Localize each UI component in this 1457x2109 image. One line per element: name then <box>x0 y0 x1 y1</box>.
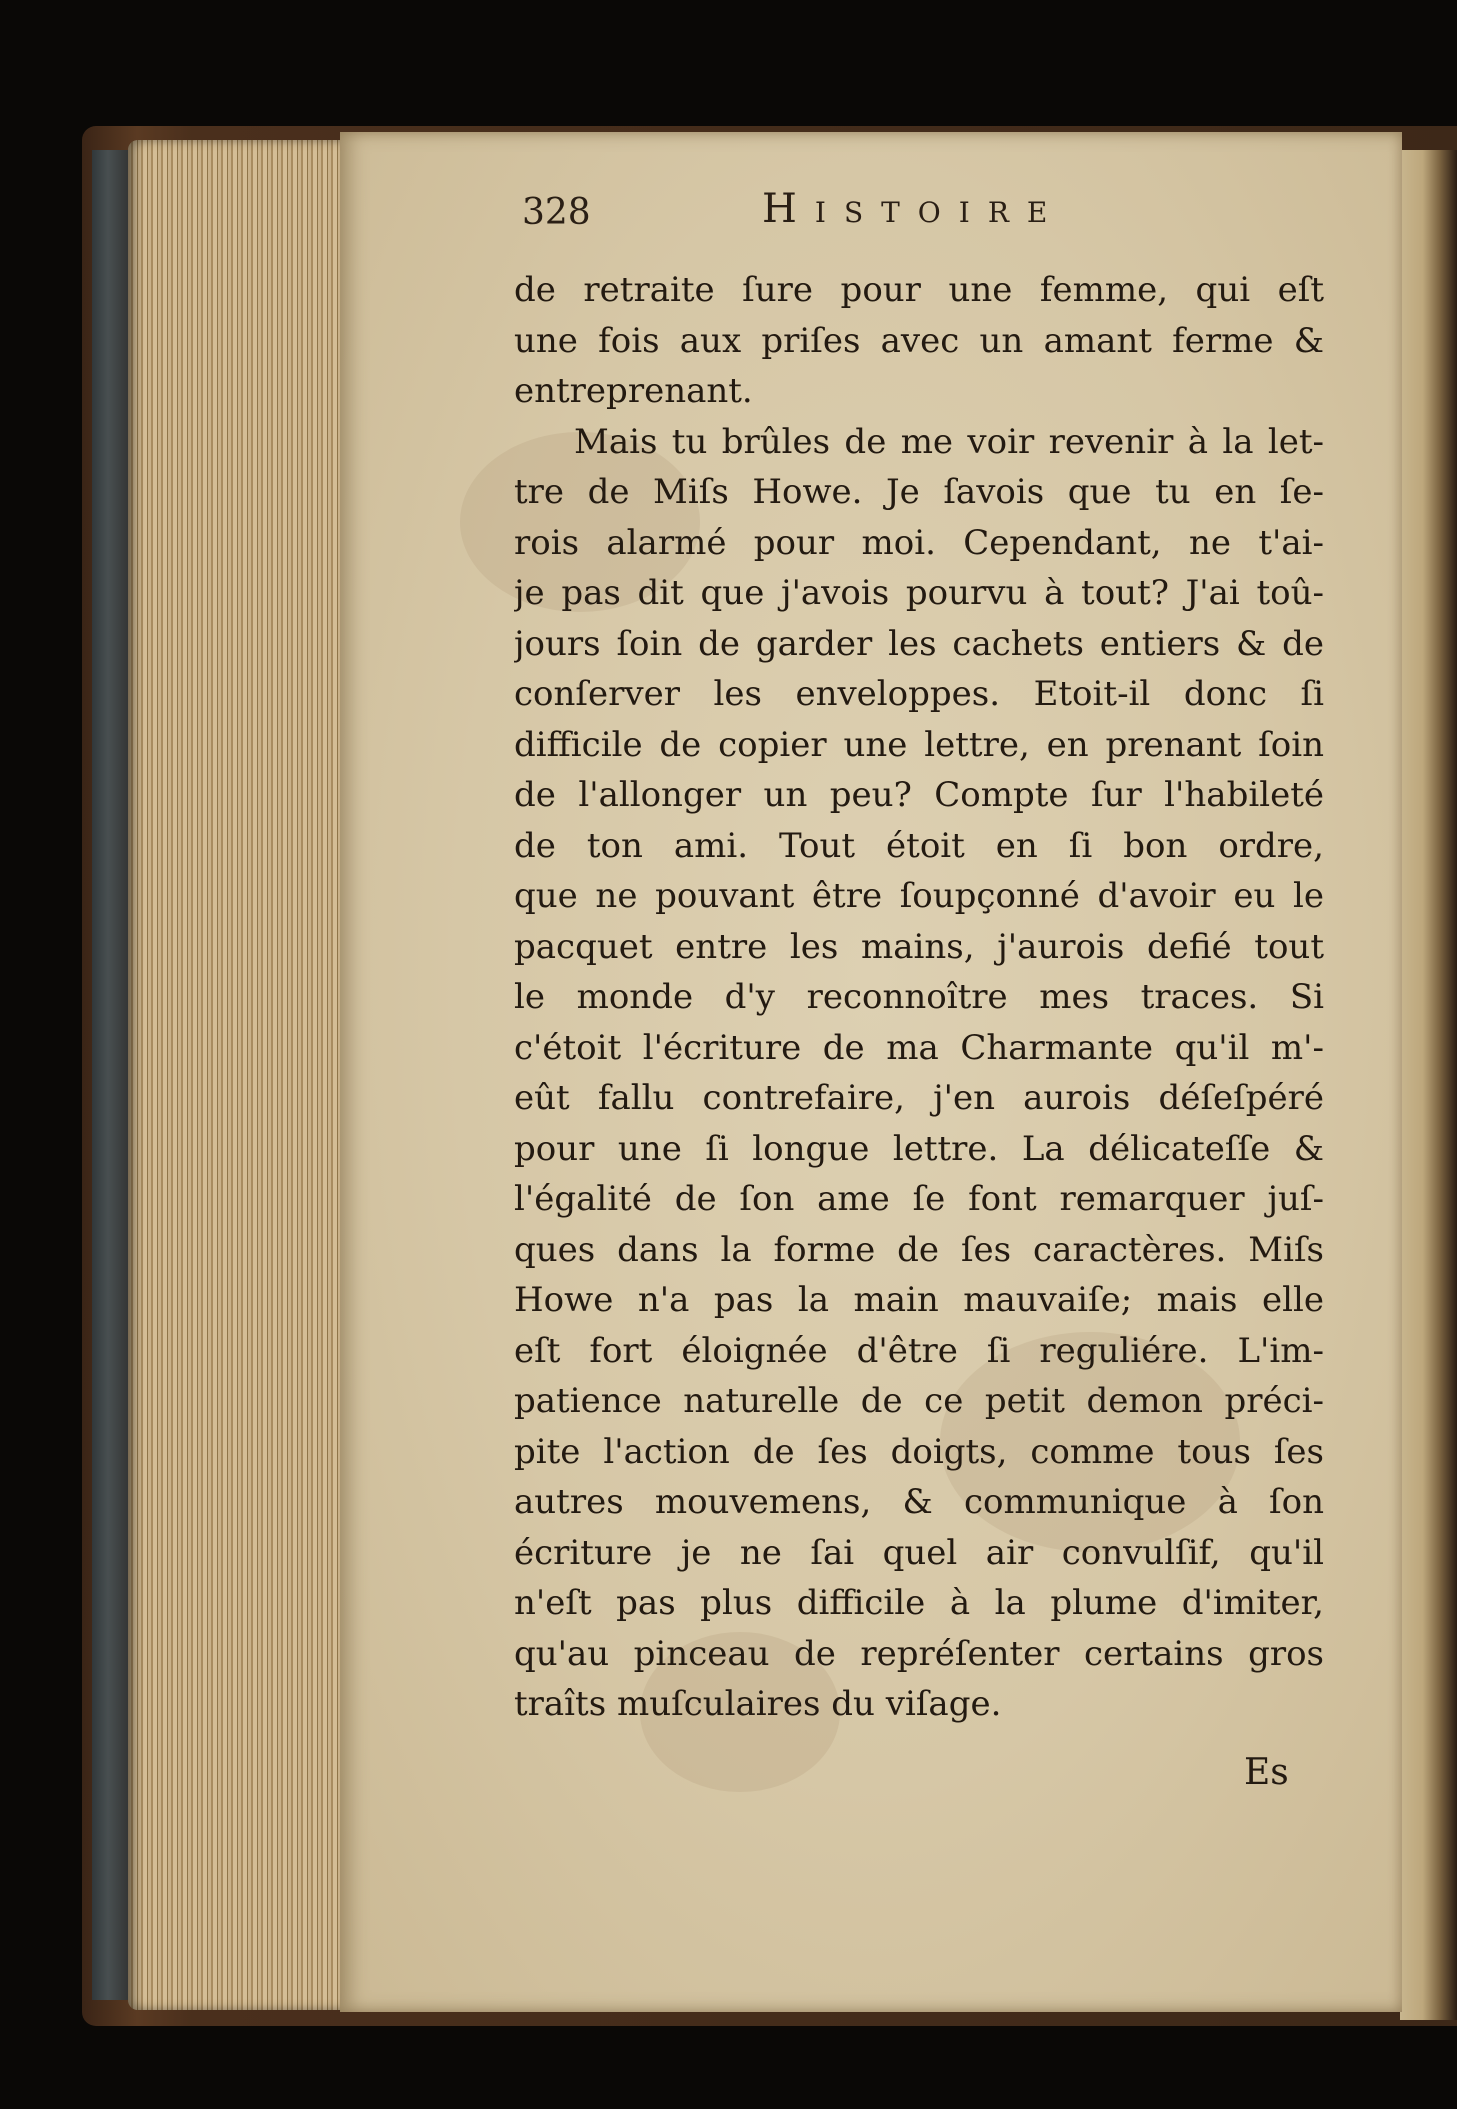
text-line: Howe n'a pas la main mauvaiſe; mais elle <box>514 1280 1324 1320</box>
text-line: ques dans la forme de ſes caractères. Miſs <box>514 1229 1324 1270</box>
text-line: l'égalité de ſon ame ſe font remarquer juſ- <box>514 1179 1324 1219</box>
catchword: Es <box>1244 1752 1289 1793</box>
text-line: écriture je ne ſai quel air convulſif, qu'il <box>514 1532 1324 1573</box>
text-line: autres mouvemens, & communique à ſon <box>514 1482 1324 1522</box>
text-line: pour une ſi longue lettre. La délicateſſe & <box>514 1128 1324 1169</box>
text-line: traîts muſculaires du viſage. <box>514 1684 1002 1724</box>
text-line: de ton ami. Tout étoit en ſi bon ordre, <box>514 825 1324 866</box>
text-line: une fois aux priſes avec un amant ferme & <box>514 320 1324 361</box>
text-line: que ne pouvant être ſoupçonné d'avoir eu le <box>514 876 1324 916</box>
text-line: c'étoit l'écriture de ma Charmante qu'il m'- <box>514 1027 1324 1068</box>
text-line: jours ſoin de garder les cachets entiers & de <box>514 623 1324 664</box>
text-line: eût fallu contrefaire, j'en aurois déſeſpéré <box>514 1078 1324 1118</box>
text-line: de retraite ſure pour une femme, qui eſt <box>514 270 1324 310</box>
text-line: eſt fort éloignée d'être ſi reguliére. L'im- <box>514 1330 1324 1371</box>
text-line: qu'au pinceau de repréſenter certains gros <box>514 1633 1324 1674</box>
text-line: tre de Miſs Howe. Je ſavois que tu en ſe- <box>514 472 1324 512</box>
text-line: entreprenant. <box>514 371 753 411</box>
text-line: le monde d'y reconnoître mes traces. Si <box>514 977 1324 1017</box>
text-line: n'eſt pas plus difficile à la plume d'imiter, <box>514 1583 1324 1623</box>
body-text <box>514 265 1324 1730</box>
text-line: rois alarmé pour moi. Cependant, ne t'ai- <box>514 522 1324 563</box>
text-line: pite l'action de ſes doigts, comme tous ſes <box>514 1431 1324 1472</box>
text-line: conſerver les enveloppes. Etoit-il donc ſi <box>514 674 1324 714</box>
running-title: Histoire <box>762 186 1066 232</box>
marbled-board-edge <box>92 150 132 2000</box>
running-head <box>522 186 1082 244</box>
text-line: difficile de copier une lettre, en prenant ſoin <box>514 724 1324 765</box>
text-line: Mais tu brûles de me voir revenir à la let- <box>574 421 1324 462</box>
text-line: je pas dit que j'avois pourvu à tout? J'ai toû- <box>514 573 1324 613</box>
text-line: patience naturelle de ce petit demon préci- <box>514 1381 1324 1421</box>
page-number: 328 <box>522 192 591 233</box>
text-line: pacquet entre les mains, j'aurois defié tout <box>514 926 1324 967</box>
facing-page-edge <box>1400 150 1457 2020</box>
text-line: de l'allonger un peu? Compte ſur l'habileté <box>514 775 1324 815</box>
page-edges-stack <box>128 140 348 2010</box>
